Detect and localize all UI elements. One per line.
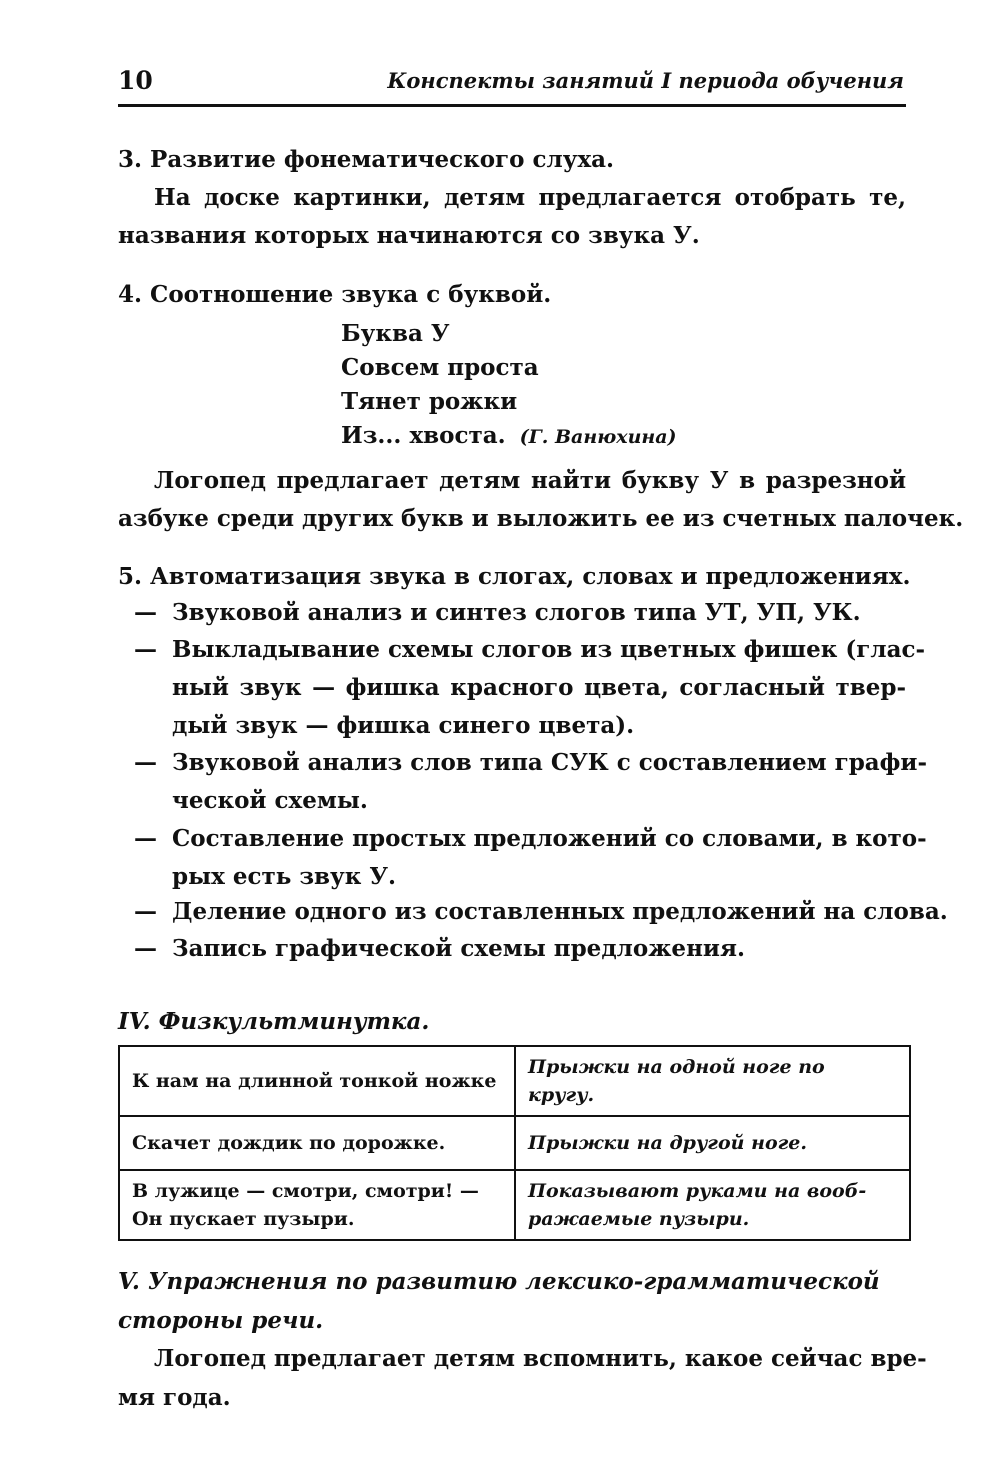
cell-line: Скачет дождик по дорожке. (132, 1132, 446, 1154)
list-item-line: ческой схемы. (172, 787, 368, 814)
cell-line: ражаемые пузыри. (528, 1208, 750, 1230)
list-item-line: ный звук — фишка красного цвета, согласный твер- (172, 674, 906, 701)
list-item-line: Деление одного из составленных предложений на слова. (172, 898, 948, 925)
page-header (118, 62, 906, 102)
poem-author: (Г. Ванюхина) (519, 426, 677, 448)
dash-bullet: — (134, 825, 157, 852)
poem-line-1: Буква У (341, 320, 450, 347)
table-cell-verse (119, 1046, 515, 1116)
dash-bullet: — (134, 749, 157, 776)
exercise-table (118, 1045, 911, 1241)
section-v-paragraph-line-1: Логопед предлагает детям вспомнить, какое сейчас вре- (154, 1345, 927, 1372)
dash-bullet: — (134, 599, 157, 626)
page-number: 10 (118, 66, 153, 95)
list-item-line: Звуковой анализ и синтез слогов типа УТ, УП, УК. (172, 599, 861, 626)
section-3-heading: 3. Развитие фонематического слуха. (118, 146, 615, 173)
table-cell-action (515, 1116, 910, 1170)
table-cell-action (515, 1170, 910, 1240)
table-row (119, 1116, 910, 1170)
table-cell-verse (119, 1170, 515, 1240)
section-v-paragraph-line-2: мя года. (118, 1384, 231, 1411)
cell-line: Показывают руками на вооб- (528, 1180, 867, 1202)
list-item-line: Запись графической схемы предложения. (172, 935, 745, 962)
section-3-paragraph-line-1: На доске картинки, детям предлагается отобрать те, (154, 184, 906, 211)
list-item-line: дый звук — фишка синего цвета). (172, 712, 635, 739)
list-item (134, 820, 927, 896)
poem (341, 317, 677, 454)
list-item-line: Звуковой анализ слов типа СУК с составлением графи- (172, 749, 928, 776)
section-3-paragraph-line-2: названия которых начинаются со звука У. (118, 222, 700, 249)
running-title: Конспекты занятий I периода обучения (387, 68, 904, 93)
list-item (134, 893, 948, 931)
table-row (119, 1046, 910, 1116)
table-cell-verse (119, 1116, 515, 1170)
section-4-paragraph-line-1: Логопед предлагает детям найти букву У в разрезной (154, 467, 906, 494)
list-item-line: рых есть звук У. (172, 863, 397, 890)
list-item (134, 631, 926, 745)
list-item-line: Выкладывание схемы слогов из цветных фишек (глас- (172, 636, 926, 663)
cell-line: К нам на длинной тонкой ножке (132, 1070, 497, 1092)
section-4-heading: 4. Соотношение звука с буквой. (118, 281, 552, 308)
list-item (134, 744, 928, 820)
list-item-line: Составление простых предложений со словами, в кото- (172, 825, 927, 852)
table-row (119, 1170, 910, 1240)
poem-line-4-text: Из... хвоста. (341, 422, 506, 449)
cell-line: Он пускает пузыри. (132, 1208, 355, 1230)
dash-bullet: — (134, 935, 157, 962)
dash-bullet: — (134, 898, 157, 925)
table-cell-action (515, 1046, 910, 1116)
section-5-heading: 5. Автоматизация звука в слогах, словах и предложениях. (118, 563, 911, 590)
section-4-paragraph-line-2: азбуке среди других букв и выложить ее из счетных палочек. (118, 505, 964, 532)
cell-line: Прыжки на одной ноге по кругу. (528, 1056, 825, 1106)
poem-line-3: Тянет рожки (341, 388, 518, 415)
dash-bullet: — (134, 636, 157, 663)
cell-line: Прыжки на другой ноге. (528, 1132, 808, 1154)
section-v-title-line-1: V. Упражнения по развитию лексико-грамматической (118, 1268, 880, 1295)
section-v-title-line-2: стороны речи. (118, 1307, 324, 1334)
poem-line-2: Совсем проста (341, 354, 539, 381)
list-item (134, 594, 906, 632)
section-iv-title: IV. Физкультминутка. (118, 1008, 430, 1035)
cell-line: В лужице — смотри, смотри! — (132, 1180, 479, 1202)
poem-line-4 (341, 419, 677, 454)
list-item (134, 930, 906, 968)
header-rule (118, 104, 906, 107)
